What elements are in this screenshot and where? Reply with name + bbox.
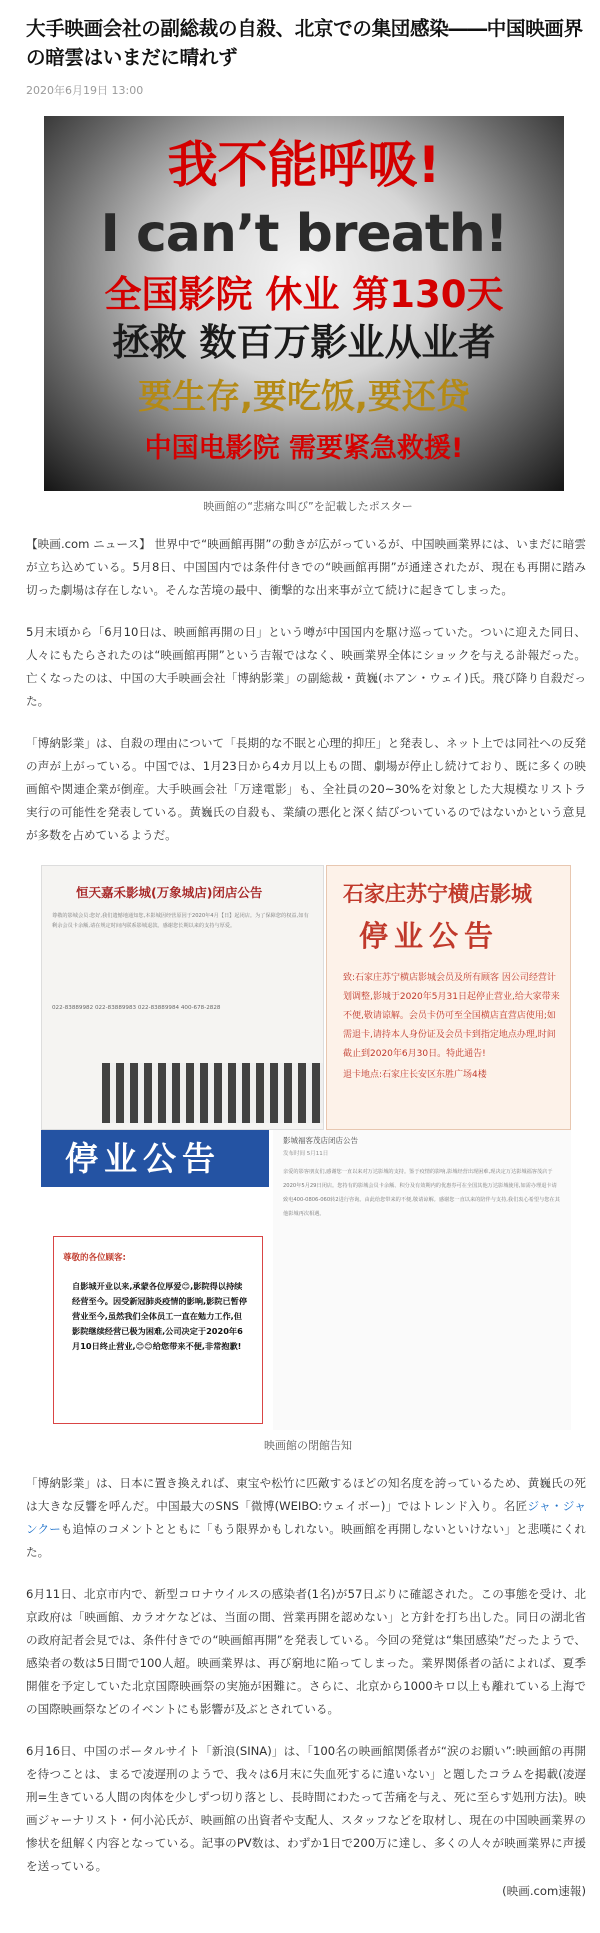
notice-footer: 退卡地点:石家庄长安区东胜广场4楼 xyxy=(343,1070,487,1080)
notice-title: 石家庄苏宁横店影城 xyxy=(343,882,532,906)
paragraph-text: 「博納影業」は、日本に置き換えれば、東宝や松竹に匹敵するほどの知名度を誇っているため、黄巍氏の死は大きな反響を呼んだ。中国最大のSNS「微博(WEIBO:ウェイボー)」ではトレンド入り。名匠 xyxy=(26,1476,586,1513)
closure-notice xyxy=(41,1130,269,1430)
poster-caption: 映画館の“悲痛な叫び”を記載したポスター xyxy=(203,500,413,513)
poster-line: I can’t breath! xyxy=(100,204,508,264)
article-title: 大手映画会社の副総裁の自殺、北京での集団感染――中国映画界の暗雲はいまだに晴れず xyxy=(26,17,583,69)
paragraph xyxy=(26,1472,590,1564)
closure-notice xyxy=(273,1130,571,1430)
paragraph: 6月11日、北京市内で、新型コロナウイルスの感染者(1名)が57日ぶりに確認された。この事態を受け、北京政府は「映画館、カラオケなどは、当面の間、営業再開を認めない」と方針を打ち出した。同日の湖北省の政府記者会見では、条件付きでの“映画館再開”を発表している。今回の発覚は“集団感染”だったようで、感染者の数は5日間で100人超。映画業界は、再び窮地に陥ってしまった。業界関係者の話によれば、夏季開催を予定していた北京国際映画祭の実施が困難に。さらに、北京から1000キロ以上も離れている上海での国際映画祭などのイベントにも影響が及ぶとされている。 xyxy=(26,1587,586,1716)
notices-caption: 映画館の閉館告知 xyxy=(264,1439,352,1452)
paragraph-text: も追悼のコメントとともに「もう限界かもしれない。映画館を再開しないといけない」と悲嘆にくれた。 xyxy=(26,1522,586,1559)
poster-line: 拯救 数百万影业从业者 xyxy=(112,321,496,364)
notice-body: 亲爱的影客朋友们,感谢您一直以来对万达影城的支持。鉴于疫情的影响,影城经营出现困难,现决定万达影城福客茂店于2020年5月29日闭店。您持有的影城会员卡余额、积分及有效期内的优惠券可在全国其他万达影城使用,如需办理退卡请致电400-0806-060转2进行咨询。由此给您带来的不便,敬请谅解。感谢您一直以来的陪伴与支持,我们衷心希望与您在其他影城再次相遇。 xyxy=(283,1169,560,1217)
paragraph: 5月末頃から「6月10日は、映画館再開の日」という噂が中国国内を駆け巡っていた。ついに迎えた同日、人々にもたらされたのは“映画館再開”という吉報ではなく、映画業界全体にショックを与える訃報だった。亡くなったのは、中国の大手映画会社「博納影業」の副総裁・黄巍(ホアン・ウェイ)氏。飛び降り自殺だった。 xyxy=(26,625,586,708)
paragraph: 「博納影業」は、自殺の理由について「長期的な不眠と心理的抑圧」と発表し、ネット上では同社への反発の声が上がっている。中国では、1月23日から4カ月以上もの間、劇場が停止し続けており、既に多くの映画館や関連企業が倒産。大手映画会社「万達電影」も、全社員の20~30%を対象とした大規模なリストラ実行の可能性を発表している。黄巍氏の自殺も、業績の悪化と深く結びついているのではないかという意見が多数を占めているようだ。 xyxy=(26,736,586,842)
closure-notices-image xyxy=(41,865,571,1430)
notice-greeting: 尊敬的各位顾客: xyxy=(63,1253,126,1263)
notice-box xyxy=(53,1236,263,1424)
source-credit: (映画.com速報) xyxy=(502,1884,586,1898)
person-link[interactable]: ジャ・ジャンクー xyxy=(26,1499,586,1536)
poster-line: 中国电影院 需要紧急救援! xyxy=(144,433,464,464)
notice-title: 影城福客茂店闭店公告 xyxy=(283,1136,358,1145)
paragraph: 【映画.com ニュース】 世界中で“映画館再開”の動きが広がっているが、中国映画業界には、いまだに暗雲が立ち込めている。5月8日、中国国内では条件付きでの“映画館再開”が通達されたが、現在も再開に踏み切った劇場は存在しない。そんな苦境の最中、衝撃的な出来事が立て続けに起きてしまった。 xyxy=(26,537,586,597)
notice-body: 致:石家庄苏宁横店影城会员及所有顾客 因公司经营计划调整,影城于2020年5月31日起停止营业,给大家带来不便,敬请谅解。会员卡仍可至全国横店直营店使用;如需退卡,请持本人身份证及会员卡到指定地点办理,时间截止到2020年6月30日。特此通告! xyxy=(343,973,560,1059)
notice-phones: 022-83889982 022-83889983 022-83889984 400-678-2828 xyxy=(52,1005,221,1011)
notice-title: 恒天嘉禾影城(万象城店)闭店公告 xyxy=(76,885,263,900)
notice-banner: 停业公告 xyxy=(41,1130,269,1187)
notice-body: 自影城开业以来,承蒙各位厚爱😊,影院得以持续经营至今。因受新冠肺炎疫情的影响,影院已暂停营业至今,虽然我们全体员工一直在勉力工作,但影院继续经营已极为困难,公司决定于2020年6月10日终止营业,😊😊给您带来不便,非常抱歉! xyxy=(72,1281,248,1351)
publish-date: 2020年6月19日 13:00 xyxy=(26,84,144,97)
poster-line: 全国影院 休业 第130天 xyxy=(104,273,504,316)
closure-notice xyxy=(326,865,571,1130)
poster-image xyxy=(44,116,564,491)
notice-heading: 停业公告 xyxy=(359,919,500,953)
notice-date: 发布时间 5月11日 xyxy=(283,1151,329,1157)
closure-notice xyxy=(41,865,324,1130)
notice-body: 尊敬的影城会员:您好,我们遗憾地通知您,本影城因经营原因于2020年4月【日】起闭店。为了保障您的权益,如有剩余会员卡余额,请在规定时间内联系影城退款。感谢您长期以来的支持与厚爱。 xyxy=(52,913,309,929)
paragraph: 6月16日、中国のポータルサイト「新浪(SINA)」は、「100名の映画館関係者が“涙のお願い”:映画館の再開を待つことは、まるで凌遅刑のようで、我々は6月末に失血死するに違いない」と題したコラムを掲載(凌遅刑=生きている人間の肉体を少しずつ切り落とし、長時間にわたって苦痛を与え、死に至らす処刑方法)。映画ジャーナリスト・何小沁氏が、映画館の出資者や支配人、スタッフなどを取材し、現在の中国映画業界の惨状を紐解く内容となっている。記事のPV数は、わずか1日で200万に達し、多くの人々が映画業界に声援を送っている。 xyxy=(26,1744,586,1873)
poster-line: 要生存,要吃饭,要还贷 xyxy=(138,377,470,417)
poster-line: 我不能呼吸! xyxy=(167,136,441,194)
filmstrip-decoration xyxy=(102,1063,323,1123)
